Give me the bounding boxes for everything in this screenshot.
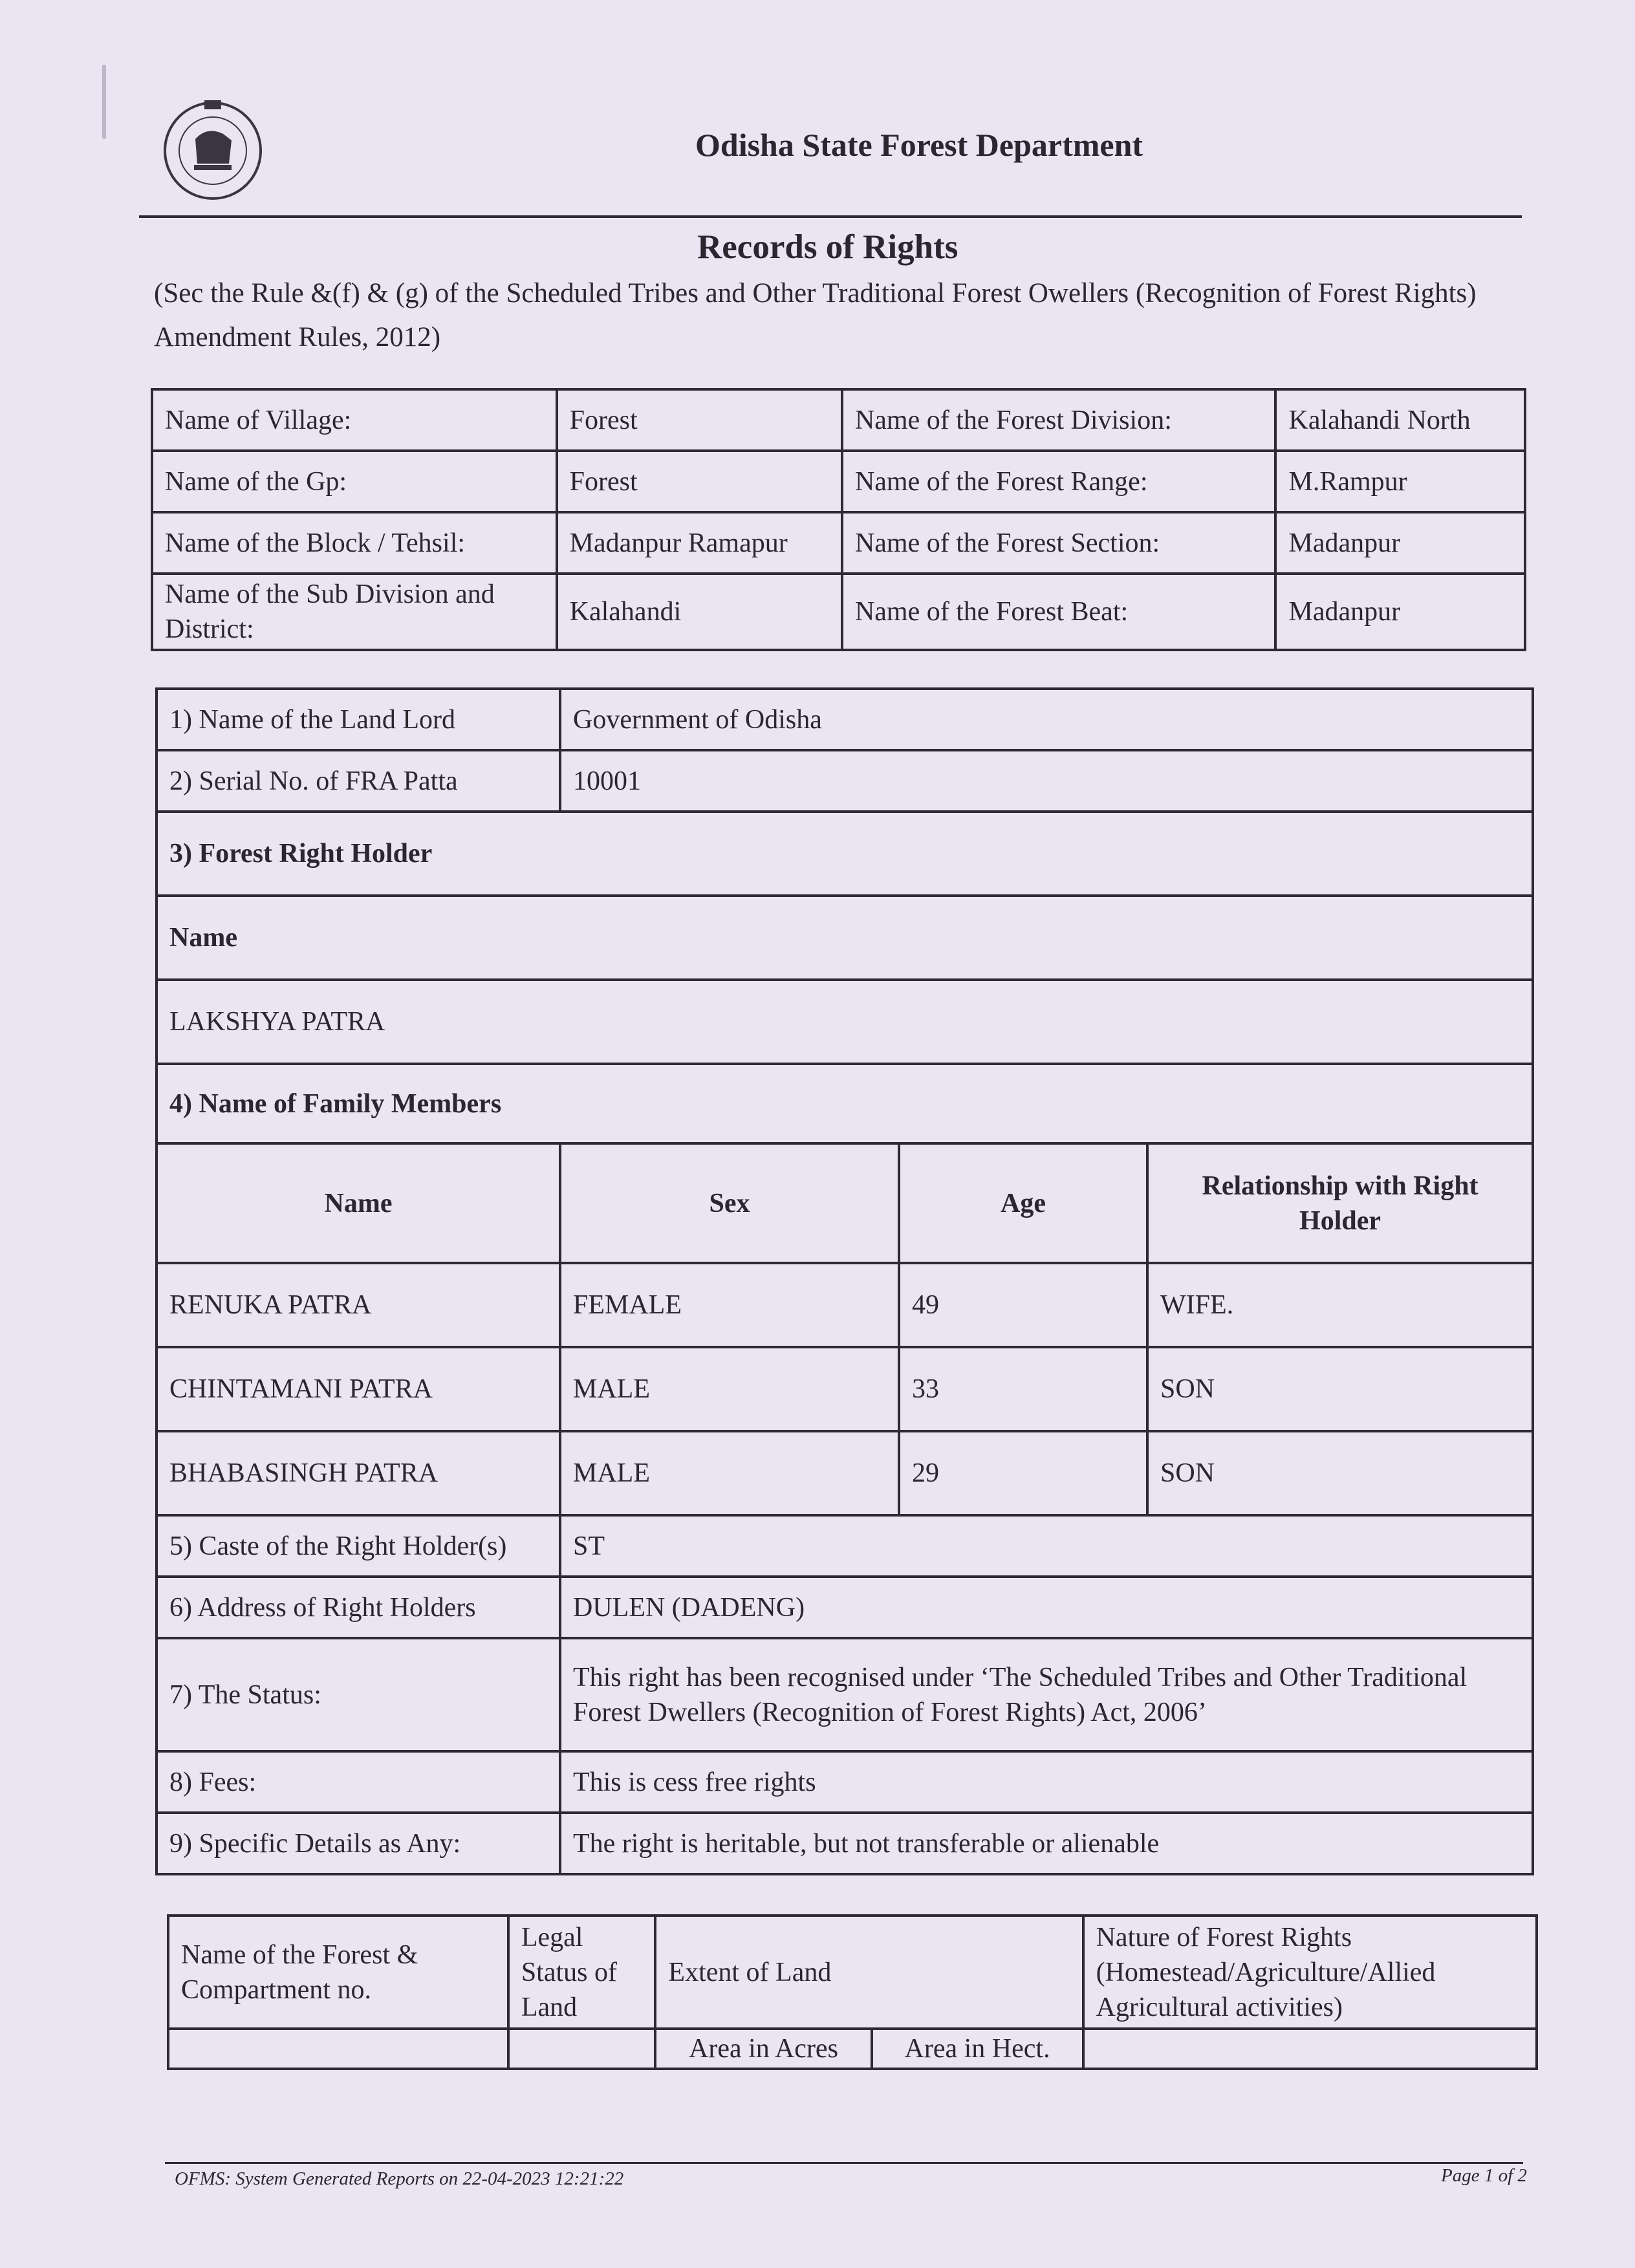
holder-heading: 3) Forest Right Holder [157,812,1533,896]
caste-value: ST [560,1515,1533,1577]
member-name: BHABASINGH PATRA [157,1431,560,1515]
staple-mark [102,65,106,139]
member-age: 33 [899,1347,1147,1431]
status-line-1: This right has been recognised under ‘The Scheduled Tribes and Other Traditional [572,1662,1467,1692]
department-title: Odisha State Forest Department [695,127,1143,163]
block-label: Name of the Block / Tehsil: [152,512,557,574]
name-heading: Name [157,896,1533,980]
forest-division-label: Name of the Forest Division: [842,389,1276,451]
area-acres-header: Area in Acres [655,2029,871,2069]
forest-beat-label: Name of the Forest Beat: [842,574,1276,650]
location-table [151,388,1526,651]
extent-of-land-header: Extent of Land [655,1916,1083,2029]
member-age: 49 [899,1263,1147,1347]
status-line-2: Forest Dwellers (Recognition of Forest Rights) Act, 2006’ [572,1697,1207,1727]
specific-value: The right is heritable, but not transferable or alienable [560,1813,1533,1874]
location-row [152,389,1525,451]
serial-label: 2) Serial No. of FRA Patta [157,750,560,812]
member-age: 29 [899,1431,1147,1515]
forest-section-label: Name of the Forest Section: [842,512,1276,574]
odisha-emblem-seal [162,94,264,207]
area-hect-header: Area in Hect. [872,2029,1083,2069]
member-name: CHINTAMANI PATRA [157,1347,560,1431]
family-col-relationship: Relationship with Right Holder [1147,1143,1533,1263]
status-label: 7) The Status: [157,1638,560,1751]
location-row [152,451,1525,512]
location-row [152,574,1525,650]
forest-division-value: Kalahandi North [1275,389,1525,451]
rights-details-table [155,687,1534,1875]
specific-label: 9) Specific Details as Any: [157,1813,560,1874]
page-number: Page 1 of 2 [1441,2165,1527,2186]
serial-value: 10001 [560,750,1533,812]
document-title: Records of Rights [697,228,958,266]
member-relation: SON [1147,1431,1533,1515]
family-row [157,1347,1533,1431]
forest-range-value: M.Rampur [1275,451,1525,512]
gp-value: Forest [557,451,842,512]
village-value: Forest [557,389,842,451]
family-col-name: Name [157,1143,560,1263]
legal-status-header: Legal Status of Land [508,1916,656,2029]
address-label: 6) Address of Right Holders [157,1577,560,1638]
village-label: Name of Village: [152,389,557,451]
family-header-row [157,1143,1533,1263]
family-col-age: Age [899,1143,1147,1263]
status-value [560,1638,1533,1751]
family-heading: 4) Name of Family Members [157,1064,1533,1143]
member-relation: SON [1147,1347,1533,1431]
member-sex: MALE [560,1347,899,1431]
member-name: RENUKA PATRA [157,1263,560,1347]
holder-name: LAKSHYA PATRA [157,980,1533,1064]
subdivision-value: Kalahandi [557,574,842,650]
forest-section-value: Madanpur [1275,512,1525,574]
land-table [167,1914,1538,2070]
gp-label: Name of the Gp: [152,451,557,512]
address-value: DULEN (DADENG) [560,1577,1533,1638]
family-row [157,1263,1533,1347]
member-sex: MALE [560,1431,899,1515]
family-col-sex: Sex [560,1143,899,1263]
fees-value: This is cess free rights [560,1751,1533,1813]
generated-timestamp: OFMS: System Generated Reports on 22-04-2023 12:21:22 [175,2168,624,2189]
land-lord-value: Government of Odisha [560,689,1533,750]
forest-compartment-header: Name of the Forest & Compartment no. [168,1916,508,2029]
forest-beat-value: Madanpur [1275,574,1525,650]
member-relation: WIFE. [1147,1263,1533,1347]
legal-status-cell [508,2029,656,2069]
nature-of-rights-header: Nature of Forest Rights (Homestead/Agriculture/Allied Agricultural activities) [1083,1916,1537,2029]
document-subtitle: (Sec the Rule &(f) & (g) of the Scheduled Tribes and Other Traditional Forest Owellers (Recognition of Forest Rights) Amendment Rules, 2012) [154,278,1477,352]
footer-divider [165,2162,1523,2164]
caste-label: 5) Caste of the Right Holder(s) [157,1515,560,1577]
member-sex: FEMALE [560,1263,899,1347]
subdivision-label: Name of the Sub Division and District: [152,574,557,650]
location-row [152,512,1525,574]
fees-label: 8) Fees: [157,1751,560,1813]
family-row [157,1431,1533,1515]
forest-range-label: Name of the Forest Range: [842,451,1276,512]
forest-compartment-cell [168,2029,508,2069]
nature-of-rights-cell [1083,2029,1537,2069]
land-lord-label: 1) Name of the Land Lord [157,689,560,750]
block-value: Madanpur Ramapur [557,512,842,574]
header-divider [139,215,1522,218]
